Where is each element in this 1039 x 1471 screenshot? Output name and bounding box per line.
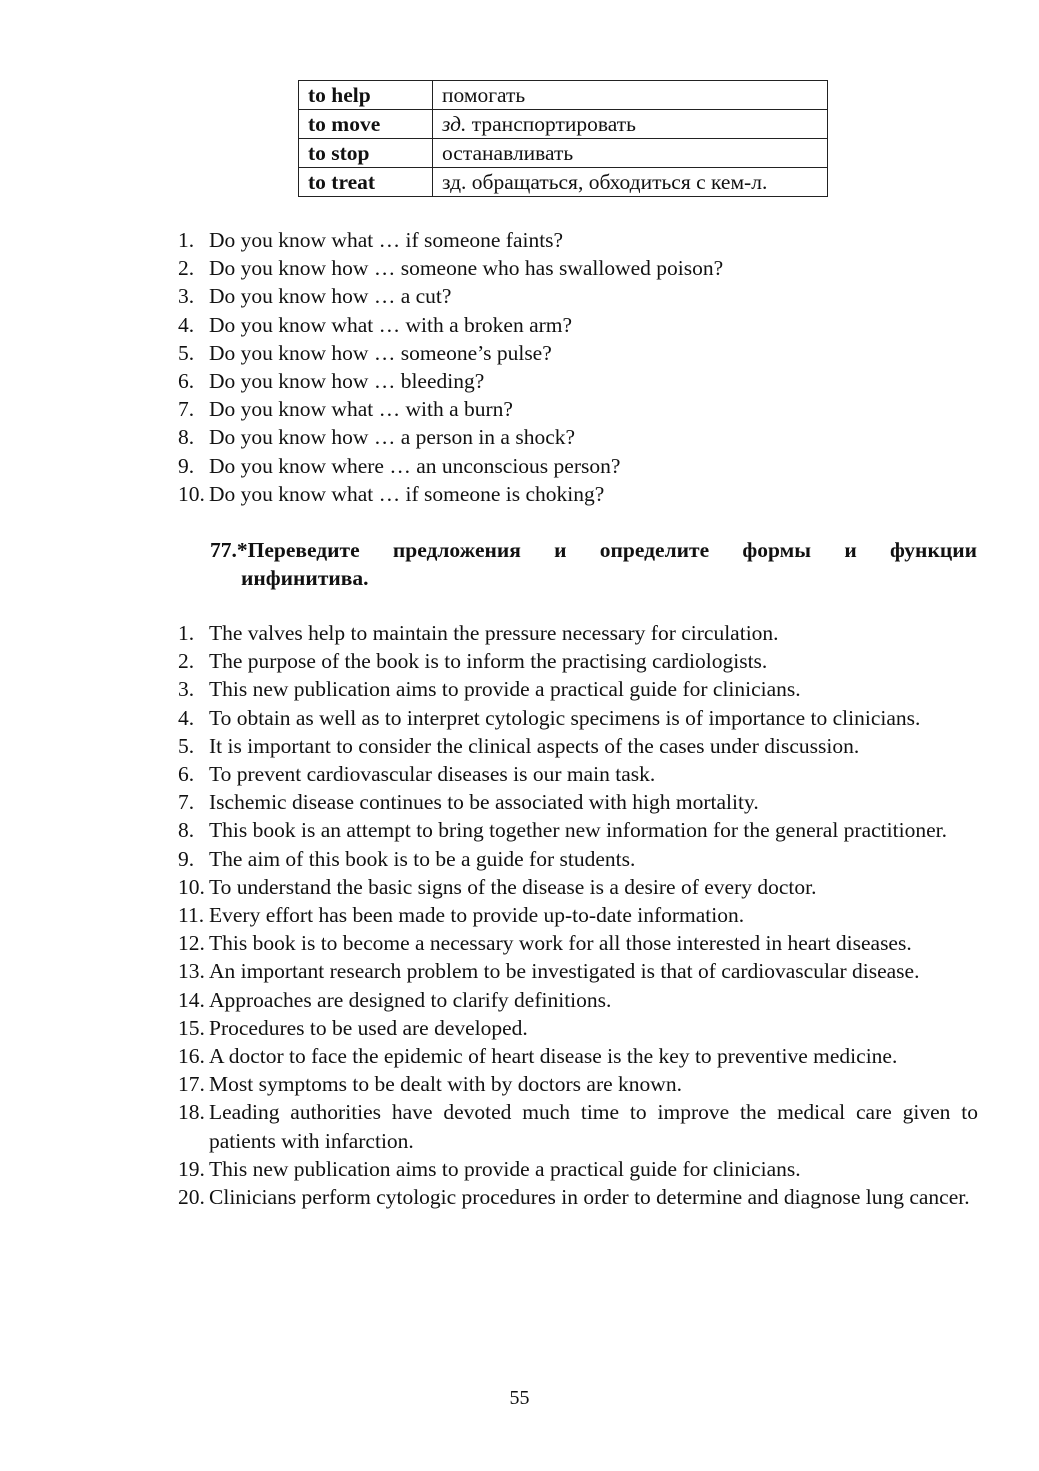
sentence-number: 7. (178, 790, 195, 815)
sentence-text: This new publication aims to provide a practical guide for clinicians. (209, 677, 801, 702)
question-item (178, 226, 978, 254)
question-item (178, 311, 978, 339)
question-text: Do you know how … someone who has swallowed poison? (209, 256, 724, 281)
vocab-translation (433, 81, 828, 110)
vocab-translation (433, 168, 828, 197)
question-list (178, 226, 978, 508)
sentence-item (178, 732, 978, 760)
vocab-translation-text: помогать (442, 82, 526, 107)
sentence-text: The aim of this book is to be a guide for students. (209, 846, 636, 871)
question-number: 4. (178, 312, 195, 337)
vocab-translation (433, 110, 828, 139)
vocab-row (299, 168, 828, 197)
question-text: Do you know what … if someone is choking? (209, 481, 605, 506)
vocab-term: to help (299, 81, 433, 110)
sentence-number: 14. (178, 987, 205, 1012)
vocab-row (299, 81, 828, 110)
sentence-text: Procedures to be used are developed. (209, 1015, 528, 1040)
sentence-item (178, 986, 978, 1014)
sentence-item (178, 1042, 978, 1070)
sentence-number: 11. (178, 903, 205, 928)
sentence-item (178, 1014, 978, 1042)
vocab-term: to stop (299, 139, 433, 168)
question-item (178, 395, 978, 423)
question-number: 5. (178, 340, 195, 365)
vocab-term: to move (299, 110, 433, 139)
sentence-text: To understand the basic signs of the disease is a desire of every doctor. (209, 874, 817, 899)
sentence-text: A doctor to face the epidemic of heart disease is the key to preventive medicine. (209, 1044, 898, 1069)
vocabulary-table (298, 80, 828, 197)
question-item (178, 282, 978, 310)
question-item (178, 452, 978, 480)
question-number: 7. (178, 397, 195, 422)
sentence-text: Ischemic disease continues to be associated with high mortality. (209, 790, 759, 815)
sentence-number: 18. (178, 1100, 205, 1125)
sentence-number: 19. (178, 1156, 205, 1181)
sentence-number: 8. (178, 818, 195, 843)
sentence-item (178, 760, 978, 788)
vocab-translation (433, 139, 828, 168)
sentence-text: This book is an attempt to bring together new information for the general practitioner. (209, 818, 947, 843)
sentence-text: Approaches are designed to clarify definitions. (209, 987, 612, 1012)
exercise-heading-line1: 77.*Переведите предложения и определите формы и функции (210, 538, 977, 562)
sentence-number: 17. (178, 1072, 205, 1097)
question-item (178, 423, 978, 451)
sentence-item (178, 1098, 978, 1154)
question-number: 2. (178, 256, 195, 281)
sentence-text: Leading authorities have devoted much time to improve the medical care given to patients with infarction. (209, 1100, 978, 1153)
sentence-number: 9. (178, 846, 195, 871)
exercise-heading-line2: инфинитива. (241, 566, 369, 591)
question-number: 6. (178, 369, 195, 394)
question-number: 9. (178, 453, 195, 478)
sentence-text: The valves help to maintain the pressure necessary for circulation. (209, 621, 779, 645)
sentence-item (178, 788, 978, 816)
sentence-number: 5. (178, 733, 195, 758)
question-item (178, 254, 978, 282)
sentence-text: This book is to become a necessary work for all those interested in heart diseases. (209, 931, 912, 956)
sentence-item (178, 1155, 978, 1183)
sentence-text: It is important to consider the clinical aspects of the cases under discussion. (209, 733, 860, 758)
question-item (178, 339, 978, 367)
page-number: 55 (509, 1387, 530, 1409)
question-text: Do you know where … an unconscious person? (209, 453, 621, 478)
sentence-text: To obtain as well as to interpret cytologic specimens is of importance to clinicians. (209, 705, 921, 730)
sentence-item (178, 619, 978, 647)
vocab-translation-text: зд. обращаться, обходиться с кем-л. (442, 169, 768, 194)
sentence-item (178, 704, 978, 732)
vocab-translation-text: останавливать (442, 140, 574, 165)
exercise-heading (210, 536, 977, 592)
vocab-row (299, 139, 828, 168)
sentence-text: Clinicians perform cytologic procedures in order to determine and diagnose lung cancer. (209, 1185, 970, 1210)
sentence-item (178, 1070, 978, 1098)
sentence-number: 10. (178, 874, 205, 899)
sentence-text: Most symptoms to be dealt with by doctors are known. (209, 1072, 682, 1097)
sentence-number: 4. (178, 705, 195, 730)
vocab-translation-text: транспортировать (466, 111, 636, 136)
question-number: 10. (178, 481, 205, 506)
sentence-text: Every effort has been made to provide up-to-date information. (209, 903, 745, 928)
sentence-item (178, 1183, 978, 1211)
question-item (178, 367, 978, 395)
question-text: Do you know how … someone’s pulse? (209, 340, 552, 365)
sentence-item (178, 957, 978, 985)
vocab-row (299, 110, 828, 139)
question-text: Do you know what … with a burn? (209, 397, 513, 422)
sentence-text: To prevent cardiovascular diseases is our main task. (209, 762, 656, 787)
sentence-number: 3. (178, 677, 195, 702)
sentence-text: This new publication aims to provide a practical guide for clinicians. (209, 1156, 801, 1181)
question-text: Do you know how … a cut? (209, 284, 452, 309)
vocab-usage-note: зд. (442, 111, 467, 136)
sentence-item (178, 901, 978, 929)
sentence-number: 20. (178, 1185, 205, 1210)
sentence-number: 15. (178, 1015, 205, 1040)
sentence-number: 2. (178, 649, 195, 674)
sentence-list (178, 619, 978, 1211)
sentence-number: 16. (178, 1044, 205, 1069)
sentence-item (178, 816, 978, 844)
sentence-number: 6. (178, 762, 195, 787)
sentence-item (178, 675, 978, 703)
sentence-item (178, 929, 978, 957)
question-number: 1. (178, 228, 195, 252)
question-text: Do you know what … if someone faints? (209, 228, 564, 252)
sentence-text: An important research problem to be investigated is that of cardiovascular disease. (209, 959, 920, 984)
sentence-number: 13. (178, 959, 205, 984)
question-number: 3. (178, 284, 195, 309)
sentence-number: 12. (178, 931, 205, 956)
sentence-item (178, 873, 978, 901)
sentence-item (178, 845, 978, 873)
sentence-number: 1. (178, 621, 195, 645)
question-text: Do you know how … bleeding? (209, 369, 485, 394)
question-item (178, 480, 978, 508)
sentence-item (178, 647, 978, 675)
question-number: 8. (178, 425, 195, 450)
sentence-text: The purpose of the book is to inform the practising cardiologists. (209, 649, 768, 674)
question-text: Do you know how … a person in a shock? (209, 425, 576, 450)
vocab-term: to treat (299, 168, 433, 197)
question-text: Do you know what … with a broken arm? (209, 312, 573, 337)
